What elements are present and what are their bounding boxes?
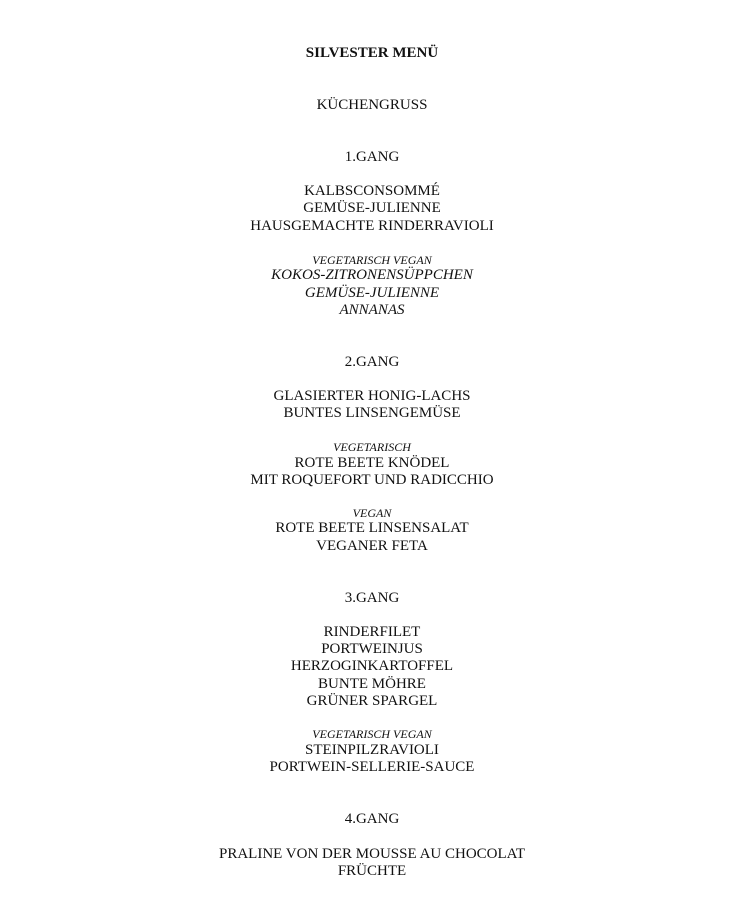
menu-title: SILVESTER MENÜ [305, 45, 439, 61]
gang4-item: PRALINE VON DER MOUSSE AU CHOCOLAT [219, 846, 525, 862]
gang3-heading: 3.GANG [344, 590, 400, 606]
gang1-alt-item: KOKOS-ZITRONENSÜPPCHEN [271, 267, 473, 283]
gang3-item: HERZOGINKARTOFFEL [290, 658, 454, 674]
gang4-item: FRÜCHTE [337, 863, 407, 879]
gang2-vegan-item: VEGANER FETA [316, 538, 428, 554]
gang1-item: GEMÜSE-JULIENNE [303, 200, 441, 216]
gang1-item: HAUSGEMACHTE RINDERRAVIOLI [250, 218, 494, 234]
gang2-vegan-item: ROTE BEETE LINSENSALAT [275, 520, 469, 536]
gang4-heading: 4.GANG [344, 811, 400, 827]
gang2-vegan-label: VEGAN [352, 506, 392, 520]
gang1-alt-item: ANNANAS [339, 302, 405, 318]
gang3-item: RINDERFILET [323, 624, 421, 640]
kuechengruss-heading: KÜCHENGRUSS [316, 97, 428, 113]
gang1-heading: 1.GANG [344, 149, 400, 165]
gang2-veg-item: ROTE BEETE KNÖDEL [294, 455, 450, 471]
gang2-veg-item: MIT ROQUEFORT UND RADICCHIO [250, 472, 494, 488]
gang1-alt-item: GEMÜSE-JULIENNE [304, 285, 440, 301]
gang1-alt-label: VEGETARISCH VEGAN [312, 253, 432, 267]
gang3-alt-item: PORTWEIN-SELLERIE-SAUCE [269, 759, 475, 775]
gang3-item: BUNTE MÖHRE [318, 676, 426, 692]
gang3-alt-item: STEINPILZRAVIOLI [305, 742, 439, 758]
gang3-alt-label: VEGETARISCH VEGAN [312, 727, 432, 741]
gang2-heading: 2.GANG [344, 354, 400, 370]
gang1-item: KALBSCONSOMMÉ [304, 183, 440, 199]
gang3-item: GRÜNER SPARGEL [306, 693, 438, 709]
gang3-item: PORTWEINJUS [321, 641, 423, 657]
gang2-veg-label: VEGETARISCH [333, 440, 411, 454]
gang2-item: GLASIERTER HONIG-LACHS [273, 388, 471, 404]
gang2-item: BUNTES LINSENGEMÜSE [283, 405, 461, 421]
